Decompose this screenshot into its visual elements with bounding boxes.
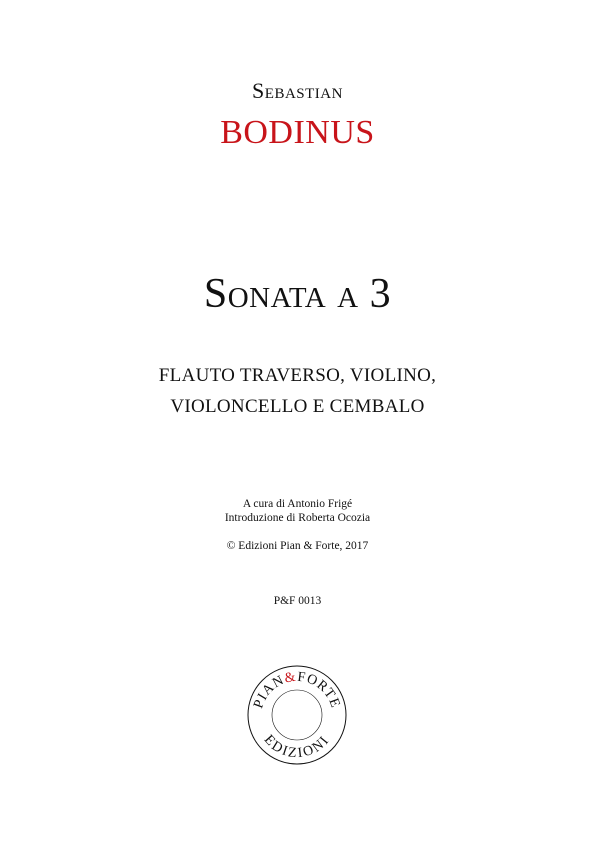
seal-text-pian: PIAN: [251, 672, 288, 711]
publisher-seal-logo: [247, 665, 347, 765]
instrumentation-line-2: VIOLONCELLO E CEMBALO: [170, 396, 425, 417]
copyright-notice: © Edizioni Pian & Forte, 2017: [226, 540, 369, 552]
composer-last-name: BODINUS: [220, 114, 375, 151]
catalog-number: P&F 0013: [273, 595, 322, 607]
instrumentation-line-1: FLAUTO TRAVERSO, VIOLINO,: [158, 365, 437, 386]
seal-text-amp: &: [283, 669, 298, 687]
seal-text-forte: FORTE: [296, 669, 343, 711]
introduction-credit: Introduzione di Roberta Ocozia: [224, 512, 371, 524]
work-title: Sonata a 3: [203, 271, 392, 317]
seal-text-edizioni: EDIZIONI: [260, 732, 334, 762]
editor-credit: A cura di Antonio Frigé: [242, 498, 353, 510]
composer-first-name: Sebastian: [252, 78, 343, 103]
